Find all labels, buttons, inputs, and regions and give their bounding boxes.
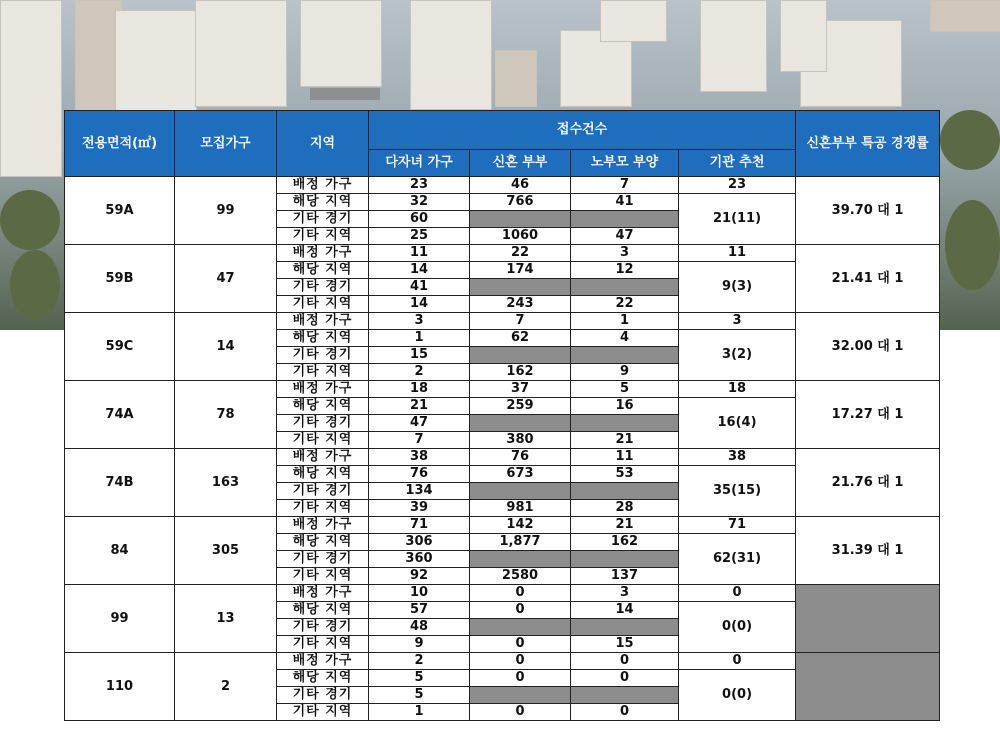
empty-cell	[571, 415, 679, 432]
institution-cell: 71	[679, 517, 796, 534]
institution-cell: 21(11)	[679, 194, 796, 245]
empty-cell	[571, 551, 679, 568]
table-row	[65, 653, 940, 670]
institution-cell: 62(31)	[679, 534, 796, 585]
header-elderly-parent: 노부모 부양	[571, 150, 679, 177]
households-cell: 163	[175, 449, 277, 517]
multichild-cell: 76	[369, 466, 470, 483]
institution-cell: 38	[679, 449, 796, 466]
empty-cell	[470, 483, 571, 500]
newlywed-cell: 243	[470, 296, 571, 313]
region-label: 기타 경기	[277, 347, 369, 364]
newlywed-cell: 0	[470, 602, 571, 619]
region-label: 기타 경기	[277, 279, 369, 296]
multichild-cell: 25	[369, 228, 470, 245]
header-ratio: 신혼부부 특공 경쟁률	[796, 111, 940, 177]
multichild-cell: 15	[369, 347, 470, 364]
ratio-cell: 17.27 대 1	[796, 381, 940, 449]
multichild-cell: 14	[369, 262, 470, 279]
institution-cell: 11	[679, 245, 796, 262]
multichild-cell: 60	[369, 211, 470, 228]
households-cell: 13	[175, 585, 277, 653]
table-row	[65, 585, 940, 602]
region-label: 기타 지역	[277, 636, 369, 653]
newlywed-cell: 673	[470, 466, 571, 483]
area-cell: 74B	[65, 449, 175, 517]
header-households: 모집가구	[175, 111, 277, 177]
elderly-parent-cell: 9	[571, 364, 679, 381]
multichild-cell: 23	[369, 177, 470, 194]
institution-cell: 0(0)	[679, 670, 796, 721]
institution-cell: 0	[679, 585, 796, 602]
region-label: 배정 가구	[277, 653, 369, 670]
elderly-parent-cell: 21	[571, 432, 679, 449]
ratio-cell	[796, 653, 940, 721]
newlywed-cell: 162	[470, 364, 571, 381]
region-label: 기타 지역	[277, 568, 369, 585]
multichild-cell: 48	[369, 619, 470, 636]
multichild-cell: 41	[369, 279, 470, 296]
region-label: 해당 지역	[277, 398, 369, 415]
multichild-cell: 360	[369, 551, 470, 568]
institution-cell: 23	[679, 177, 796, 194]
region-label: 기타 경기	[277, 551, 369, 568]
empty-cell	[571, 211, 679, 228]
region-label: 기타 경기	[277, 619, 369, 636]
elderly-parent-cell: 47	[571, 228, 679, 245]
region-label: 기타 지역	[277, 296, 369, 313]
multichild-cell: 9	[369, 636, 470, 653]
empty-cell	[470, 551, 571, 568]
area-cell: 59A	[65, 177, 175, 245]
institution-cell: 3(2)	[679, 330, 796, 381]
multichild-cell: 1	[369, 704, 470, 721]
empty-cell	[571, 347, 679, 364]
multichild-cell: 134	[369, 483, 470, 500]
empty-cell	[571, 619, 679, 636]
ratio-cell	[796, 585, 940, 653]
empty-cell	[571, 279, 679, 296]
multichild-cell: 14	[369, 296, 470, 313]
table-row	[65, 245, 940, 262]
newlywed-cell: 380	[470, 432, 571, 449]
elderly-parent-cell: 137	[571, 568, 679, 585]
region-label: 배정 가구	[277, 313, 369, 330]
region-label: 배정 가구	[277, 381, 369, 398]
empty-cell	[571, 687, 679, 704]
multichild-cell: 11	[369, 245, 470, 262]
empty-cell	[470, 415, 571, 432]
elderly-parent-cell: 5	[571, 381, 679, 398]
table-row	[65, 449, 940, 466]
region-label: 배정 가구	[277, 517, 369, 534]
multichild-cell: 92	[369, 568, 470, 585]
newlywed-cell: 1060	[470, 228, 571, 245]
newlywed-cell: 0	[470, 670, 571, 687]
region-label: 해당 지역	[277, 194, 369, 211]
newlywed-cell: 259	[470, 398, 571, 415]
multichild-cell: 71	[369, 517, 470, 534]
institution-cell: 16(4)	[679, 398, 796, 449]
table-row	[65, 381, 940, 398]
institution-cell: 3	[679, 313, 796, 330]
institution-cell: 18	[679, 381, 796, 398]
elderly-parent-cell: 21	[571, 517, 679, 534]
area-cell: 84	[65, 517, 175, 585]
elderly-parent-cell: 162	[571, 534, 679, 551]
region-label: 배정 가구	[277, 177, 369, 194]
elderly-parent-cell: 11	[571, 449, 679, 466]
area-cell: 59B	[65, 245, 175, 313]
region-label: 기타 경기	[277, 483, 369, 500]
newlywed-cell: 766	[470, 194, 571, 211]
region-label: 기타 지역	[277, 228, 369, 245]
elderly-parent-cell: 12	[571, 262, 679, 279]
header-newlywed: 신혼 부부	[470, 150, 571, 177]
region-label: 배정 가구	[277, 245, 369, 262]
header-applications: 접수건수	[369, 111, 796, 150]
institution-cell: 0	[679, 653, 796, 670]
table-row	[65, 313, 940, 330]
empty-cell	[470, 347, 571, 364]
multichild-cell: 47	[369, 415, 470, 432]
region-label: 배정 가구	[277, 585, 369, 602]
newlywed-cell: 0	[470, 704, 571, 721]
region-label: 배정 가구	[277, 449, 369, 466]
households-cell: 14	[175, 313, 277, 381]
elderly-parent-cell: 3	[571, 245, 679, 262]
empty-cell	[470, 279, 571, 296]
households-cell: 78	[175, 381, 277, 449]
households-cell: 99	[175, 177, 277, 245]
multichild-cell: 32	[369, 194, 470, 211]
region-label: 해당 지역	[277, 262, 369, 279]
header-area: 전용면적(㎡)	[65, 111, 175, 177]
header-institution: 기관 추천	[679, 150, 796, 177]
newlywed-cell: 37	[470, 381, 571, 398]
empty-cell	[571, 483, 679, 500]
newlywed-cell: 76	[470, 449, 571, 466]
elderly-parent-cell: 41	[571, 194, 679, 211]
multichild-cell: 5	[369, 670, 470, 687]
newlywed-cell: 46	[470, 177, 571, 194]
region-label: 기타 지역	[277, 704, 369, 721]
region-label: 해당 지역	[277, 534, 369, 551]
empty-cell	[470, 687, 571, 704]
area-cell: 74A	[65, 381, 175, 449]
multichild-cell: 57	[369, 602, 470, 619]
region-label: 해당 지역	[277, 602, 369, 619]
region-label: 기타 경기	[277, 415, 369, 432]
area-cell: 59C	[65, 313, 175, 381]
elderly-parent-cell: 3	[571, 585, 679, 602]
elderly-parent-cell: 15	[571, 636, 679, 653]
table-body	[65, 177, 940, 721]
area-cell: 99	[65, 585, 175, 653]
ratio-cell: 21.41 대 1	[796, 245, 940, 313]
header-region: 지역	[277, 111, 369, 177]
header-multichild: 다자녀 가구	[369, 150, 470, 177]
newlywed-cell: 0	[470, 636, 571, 653]
region-label: 기타 지역	[277, 364, 369, 381]
households-cell: 2	[175, 653, 277, 721]
multichild-cell: 39	[369, 500, 470, 517]
newlywed-cell: 174	[470, 262, 571, 279]
empty-cell	[470, 211, 571, 228]
newlywed-cell: 142	[470, 517, 571, 534]
multichild-cell: 2	[369, 364, 470, 381]
newlywed-cell: 7	[470, 313, 571, 330]
region-label: 기타 경기	[277, 687, 369, 704]
multichild-cell: 306	[369, 534, 470, 551]
elderly-parent-cell: 53	[571, 466, 679, 483]
elderly-parent-cell: 7	[571, 177, 679, 194]
multichild-cell: 1	[369, 330, 470, 347]
multichild-cell: 21	[369, 398, 470, 415]
area-cell: 110	[65, 653, 175, 721]
region-label: 해당 지역	[277, 670, 369, 687]
institution-cell: 0(0)	[679, 602, 796, 653]
multichild-cell: 7	[369, 432, 470, 449]
multichild-cell: 3	[369, 313, 470, 330]
elderly-parent-cell: 0	[571, 670, 679, 687]
table-row	[65, 177, 940, 194]
multichild-cell: 5	[369, 687, 470, 704]
multichild-cell: 2	[369, 653, 470, 670]
households-cell: 47	[175, 245, 277, 313]
ratio-cell: 39.70 대 1	[796, 177, 940, 245]
newlywed-cell: 0	[470, 585, 571, 602]
newlywed-cell: 2580	[470, 568, 571, 585]
ratio-cell: 31.39 대 1	[796, 517, 940, 585]
elderly-parent-cell: 0	[571, 704, 679, 721]
table-row	[65, 517, 940, 534]
elderly-parent-cell: 22	[571, 296, 679, 313]
newlywed-cell: 0	[470, 653, 571, 670]
region-label: 해당 지역	[277, 466, 369, 483]
region-label: 기타 지역	[277, 432, 369, 449]
elderly-parent-cell: 4	[571, 330, 679, 347]
multichild-cell: 38	[369, 449, 470, 466]
region-label: 해당 지역	[277, 330, 369, 347]
region-label: 기타 지역	[277, 500, 369, 517]
elderly-parent-cell: 0	[571, 653, 679, 670]
elderly-parent-cell: 16	[571, 398, 679, 415]
elderly-parent-cell: 28	[571, 500, 679, 517]
institution-cell: 9(3)	[679, 262, 796, 313]
newlywed-cell: 981	[470, 500, 571, 517]
ratio-cell: 32.00 대 1	[796, 313, 940, 381]
empty-cell	[470, 619, 571, 636]
households-cell: 305	[175, 517, 277, 585]
newlywed-cell: 1,877	[470, 534, 571, 551]
multichild-cell: 10	[369, 585, 470, 602]
institution-cell: 35(15)	[679, 466, 796, 517]
elderly-parent-cell: 14	[571, 602, 679, 619]
newlywed-cell: 62	[470, 330, 571, 347]
elderly-parent-cell: 1	[571, 313, 679, 330]
multichild-cell: 18	[369, 381, 470, 398]
ratio-cell: 21.76 대 1	[796, 449, 940, 517]
newlywed-cell: 22	[470, 245, 571, 262]
application-results-table	[64, 110, 940, 721]
region-label: 기타 경기	[277, 211, 369, 228]
